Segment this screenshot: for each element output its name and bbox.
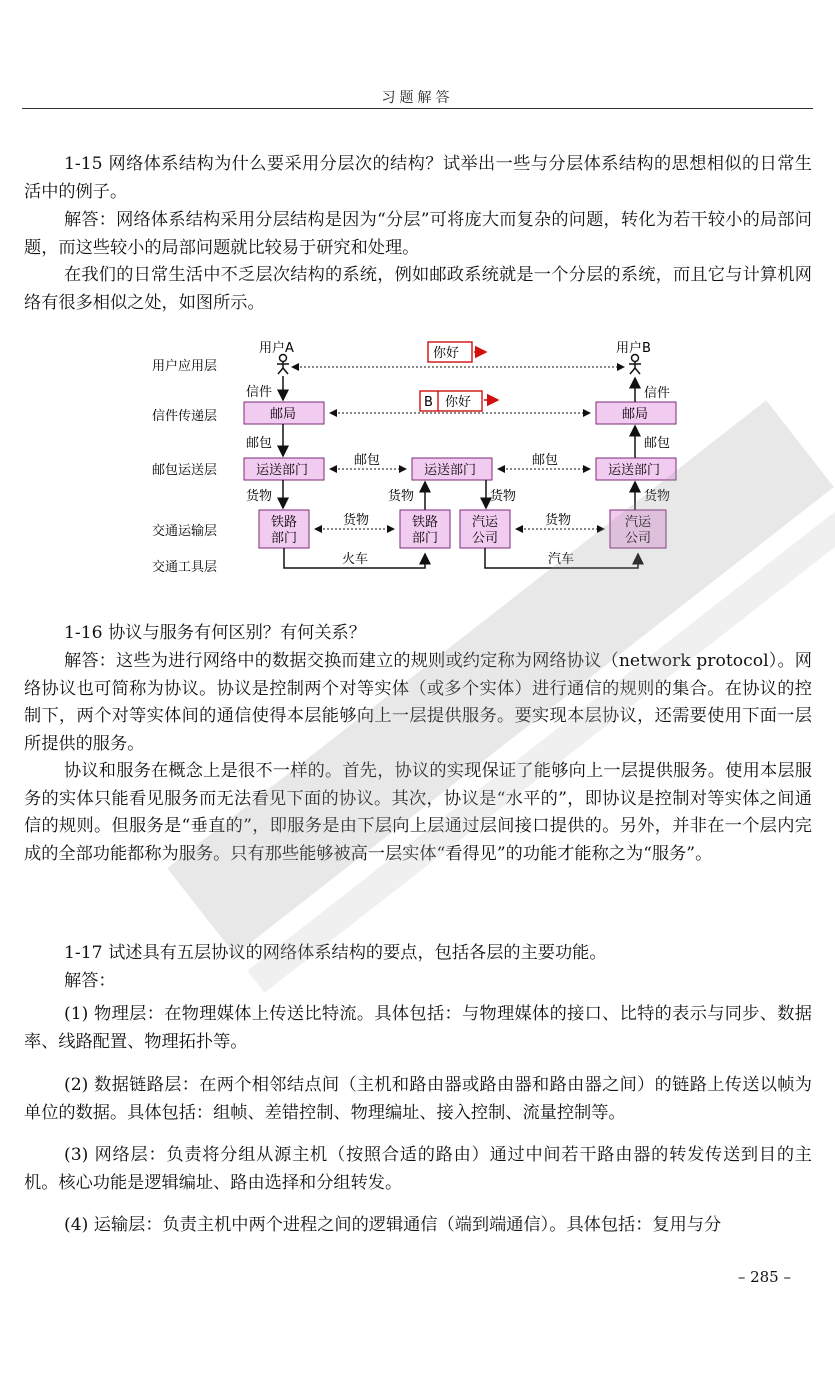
header-rule xyxy=(22,108,813,109)
railway-label-left-2: 部门 xyxy=(271,531,298,546)
answer-1-16-para2: 协议和服务在概念上是很不一样的。首先，协议的实现保证了能够向上一层提供服务。使用本层服务的实体只能看见服务而无法看见下面的协议。其次，协议是“水平的”，即协议是控制对等实体之间通信的规则。但服务是“垂直的”，即服务是由下层向上层通过层间接口提供的。另外，并非在一个层内完成的全部功能都称为服务。只有那些能够被高一层实体“看得见”的功能才能称之为“服务”。 xyxy=(24,761,812,864)
answer-1-17-label: 解答： xyxy=(64,971,116,991)
transport-dept-label-a: 运送部门 xyxy=(256,463,309,478)
question-1-15: 1-15 网络体系结构为什么要采用分层次的结构？试举出一些与分层体系结构的思想相似的日常生活中的例子。 xyxy=(24,154,812,202)
page-number: – 285 – xyxy=(737,1268,791,1286)
user-a-label: 用户A xyxy=(259,341,294,356)
transport-dept-label-mid: 运送部门 xyxy=(424,463,477,478)
layer-label-transport: 交通运输层 xyxy=(152,524,218,539)
answer-1-16-para1: 解答：这些为进行网络中的数据交换而建立的规则或约定称为网络协议（network protocol）。网络协议也可简称为协议。协议是控制两个对等实体（或多个实体）进行通信的规则的集合。在协议的控制下，两个对等实体间的通信使得本层能够向上一层提供服务。要实现本层协议，还需要使用下面一层所提供的服务。 xyxy=(24,651,812,754)
layer-label-parcel: 邮包运送层 xyxy=(152,463,218,478)
layer-label-user-app: 用户应用层 xyxy=(152,359,218,374)
user-a-person-icon xyxy=(277,355,289,375)
post-office-label-a: 邮局 xyxy=(270,407,297,422)
answer-1-17-item3: (3) 网络层：负责将分组从源主机（按照合适的路由）通过中间若干路由器的转发传送到目的主机。核心功能是逻辑编址、路由选择和分组转发。 xyxy=(24,1145,812,1193)
answer-1-17-item4: (4) 运输层：负责主机中两个进程之间的逻辑通信（端到端通信）。具体包括：复用与分 xyxy=(64,1215,722,1235)
railway-label-right-1: 铁路 xyxy=(412,515,439,530)
parcel-label-right: 邮包 xyxy=(644,436,671,451)
question-1-16: 1-16 协议与服务有何区别？有何关系？ xyxy=(64,623,366,643)
answer-1-15-para1: 解答：网络体系结构采用分层结构是因为“分层”可将庞大而复杂的问题，转化为若干较小的局部问题，而这些较小的局部问题就比较易于研究和处理。 xyxy=(24,210,812,258)
goods-label-rail-peer: 货物 xyxy=(343,513,370,528)
hello-message-text: 你好 xyxy=(433,346,460,361)
goods-label-a: 货物 xyxy=(246,489,273,504)
bus-company-label-left-1: 汽运 xyxy=(472,515,499,530)
answer-1-17-item1: (1) 物理层：在物理媒体上传送比特流。具体包括：与物理媒体的接口、比特的表示与同步、数据率、线路配置、物理拓扑等。 xyxy=(24,1004,812,1052)
letter-label-right: 信件 xyxy=(644,386,671,401)
goods-label-mid-right: 货物 xyxy=(490,489,517,504)
train-label: 火车 xyxy=(342,552,369,567)
postal-system-layer-diagram xyxy=(140,334,700,584)
user-b-label: 用户B xyxy=(616,341,651,356)
post-office-label-b: 邮局 xyxy=(622,407,649,422)
transport-dept-label-b: 运送部门 xyxy=(608,463,661,478)
answer-1-15-para2: 在我们的日常生活中不乏层次结构的系统，例如邮政系统就是一个分层的系统，而且它与计算机网络有很多相似之处，如图所示。 xyxy=(24,265,812,313)
goods-label-bus-peer: 货物 xyxy=(545,513,572,528)
layer-label-letter: 信件传递层 xyxy=(152,409,218,424)
bus-company-label-left-2: 公司 xyxy=(472,531,499,546)
railway-label-left-1: 铁路 xyxy=(271,515,298,530)
user-b-person-icon xyxy=(629,355,641,375)
envelope-address-text: B xyxy=(424,395,433,410)
layer-label-vehicle: 交通工具层 xyxy=(152,560,218,575)
bus-company-label-right-2: 公司 xyxy=(625,531,652,546)
goods-label-mid-left: 货物 xyxy=(388,489,415,504)
goods-label-b: 货物 xyxy=(644,489,671,504)
parcel-label-peer-left: 邮包 xyxy=(354,453,381,468)
answer-1-17-item2: (2) 数据链路层：在两个相邻结点间（主机和路由器或路由器和路由器之间）的链路上传送以帧为单位的数据。具体包括：组帧、差错控制、物理编址、接入控制、流量控制等。 xyxy=(24,1075,812,1123)
page-header xyxy=(0,0,835,112)
envelope-hello-text: 你好 xyxy=(445,395,472,410)
parcel-label-left: 邮包 xyxy=(246,436,273,451)
bus-company-label-right-1: 汽运 xyxy=(625,515,652,530)
car-label: 汽车 xyxy=(548,552,575,567)
question-1-17: 1-17 试述具有五层协议的网络体系结构的要点，包括各层的主要功能。 xyxy=(64,943,607,963)
letter-label-left: 信件 xyxy=(246,385,273,400)
parcel-label-peer-right: 邮包 xyxy=(532,453,559,468)
railway-label-right-2: 部门 xyxy=(412,531,439,546)
header-title: 习题解答 xyxy=(381,90,454,106)
